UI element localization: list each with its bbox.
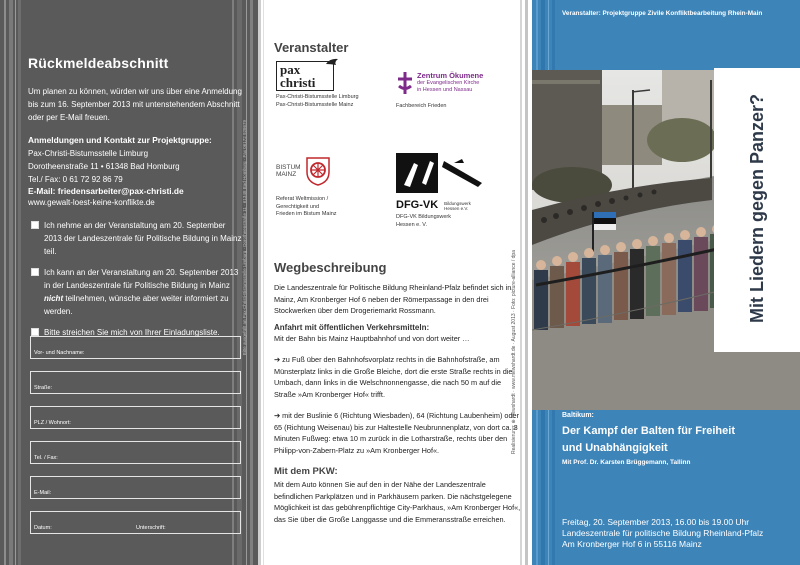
event-region: Baltikum: xyxy=(562,412,594,419)
bistum-text-1: BISTUM xyxy=(276,163,301,171)
street-label: Straße: xyxy=(34,385,53,391)
name-field[interactable] xyxy=(30,336,241,359)
date-signature-field[interactable] xyxy=(30,511,241,534)
attend-label: Ich nehme an der Veranstaltung am 20. September 2013 der Landeszentrale für Politische Bildung in Mainz teil. xyxy=(44,221,242,256)
cover-panel xyxy=(532,0,800,565)
not-attend-label-b: teilnehmen, wünsche aber weiter informiert zu werden. xyxy=(44,294,229,316)
not-attend-label-a: Ich kann an der Veranstaltung am 20. September 2013 in der Landeszentrale für Politische Bildung in Mainz xyxy=(44,268,239,290)
contact-phone: Tel./ Fax: 0 61 72 92 86 79 xyxy=(28,175,123,184)
zok-sub-2: in Hessen und Nassau xyxy=(417,87,473,94)
organizer-logos xyxy=(274,61,524,246)
email-field[interactable] xyxy=(30,476,241,499)
public-transport-text: Mit der Bahn bis Mainz Hauptbahnhof und von dort weiter … xyxy=(274,333,470,343)
pax-caption-2: Pax-Christi-Bistumsstelle Mainz xyxy=(276,101,354,108)
registration-title: Rückmeldeabschnitt xyxy=(28,55,169,71)
street-field[interactable] xyxy=(30,371,241,394)
credits-note: Realisierung: ⊕ mewshardt · www.mewshardt.de · August 2013 · Foto: picture-alliance / dpa xyxy=(511,250,517,455)
attend-checkbox[interactable] xyxy=(31,221,39,229)
car-heading: Mit dem PKW: xyxy=(274,466,338,477)
arrow-right-icon: ➔ xyxy=(274,355,281,364)
bus-directions xyxy=(274,410,524,456)
not-attend-emphasis: nicht xyxy=(44,294,64,303)
checkbox-row-attend[interactable] xyxy=(28,219,243,258)
signature-label: Unterschrift: xyxy=(136,525,166,531)
city-label: PLZ / Wohnort: xyxy=(34,420,71,426)
contact-website[interactable]: www.gewalt-loest-keine-konflikte.de xyxy=(28,198,155,207)
directions-heading: Wegbeschreibung xyxy=(274,260,387,275)
fold-note: Bitte ausgefüllt an Pax-Christi-Bistumsstelle Limburg · Dorotheenstraße 11 · 61348 Bad Homburg · Fax 06172 928679 xyxy=(242,120,247,356)
organizer-line: Veranstalter: Projektgruppe Zivile Konfliktbearbeitung Rhein-Main xyxy=(562,10,763,17)
pax-christi-logo xyxy=(276,61,359,109)
info-panel xyxy=(258,0,532,565)
bistum-mainz-logo xyxy=(276,156,337,219)
event-info xyxy=(562,412,792,466)
directions-intro: Die Landeszentrale für Politische Bildung Rheinland-Pfalz befindet sich in Mainz, Am Kronberger Hof 6 neben der Römerpassage in den drei Stockwerken über dem Drogeriemarkt Rossmann. xyxy=(274,283,512,315)
event-speaker: Mit Prof. Dr. Karsten Brüggemann, Tallinn xyxy=(562,459,691,466)
dfg-caption-1: DFG-VK Bildungswerk xyxy=(396,214,452,220)
dfg-vk-logo xyxy=(396,153,486,229)
arrow-right-icon: ➔ xyxy=(274,411,281,420)
zok-title: Zentrum Ökumene xyxy=(417,70,484,80)
unsubscribe-checkbox[interactable] xyxy=(31,328,39,336)
car-directions-text: Mit dem Auto können Sie auf den in der Nähe der Landeszentrale befindlichen Parkplätzen und in Parkhäusern parken. Die nächstgelegene Möglichkeit ist das gebührenpflichtige City-Parkhaus, »Am Kronberger Hof«, das Sie über die Große Langgasse und die Emmeransstraße erreichen. xyxy=(274,480,521,524)
checkbox-row-notattend[interactable] xyxy=(28,266,243,318)
dfg-caption-2: Hessen e. V. xyxy=(396,221,427,228)
contact-address: Dorotheenstraße 11 • 61348 Bad Homburg xyxy=(28,162,180,171)
contact-email[interactable]: E-Mail: friedensarbeiter@pax-christi.de xyxy=(28,186,184,196)
dfg-sub-2: Hessen e.V. xyxy=(444,206,469,211)
pax-logo-text-1: pax xyxy=(280,62,301,77)
bistum-text-2: MAINZ xyxy=(276,171,297,178)
city-field[interactable] xyxy=(30,406,241,429)
organizers-heading: Veranstalter xyxy=(274,40,349,55)
registration-panel xyxy=(0,0,258,565)
event-title-line-1: Der Kampf der Balten für Freiheit xyxy=(562,425,735,437)
event-title-line-2: und Unabhängigkeit xyxy=(562,442,668,454)
cross-icon xyxy=(396,71,414,95)
event-date: Freitag, 20. September 2013, 16.00 bis 19.00 Uhr xyxy=(562,517,750,527)
walk-directions-text: zu Fuß über den Bahnhofsvorplatz rechts in die Bahnhofstraße, am Münsterplatz links in die Große Bleiche, dort die erste Straße rechts in die Umbach, dann links in die Welschnonnengasse, die nach 50 m auf die Straße »Am Kronberger Hof« trifft. xyxy=(274,355,513,399)
zok-caption: Fachbereich Frieden xyxy=(396,103,447,109)
registration-intro: Um planen zu können, würden wir uns über eine Anmeldung bis zum 16. September 2013 mit untenstehendem Abschnitt oder per E-Mail freuen. xyxy=(28,87,242,122)
contact-org: Pax-Christi-Bistumsstelle Limburg xyxy=(28,149,149,158)
pax-logo-text-2: christi xyxy=(280,75,316,90)
bus-directions-text: mit der Buslinie 6 (Richtung Wiesbaden), 64 (Richtung Laubenheim) oder 65 (Richtung Weisenau) bis zur Haltestelle Neubrunnenplatz, von dort ca. 3 Minuten Fußweg: etwa 10 m zurück in die Lotharstraße, rechts über den Philipp-von-Zabern-Platz zu »Am Kronberger Hof«. xyxy=(274,411,520,455)
broken-rifle-icon xyxy=(396,153,486,193)
bistum-caption-3: Frieden im Bistum Mainz xyxy=(276,211,337,217)
bistum-caption-1: Referat Weltmission / xyxy=(276,196,329,202)
dove-icon xyxy=(325,56,339,70)
phone-field[interactable] xyxy=(30,441,241,464)
event-venue: Landeszentrale für politische Bildung Rheinland-Pfalz xyxy=(562,528,764,538)
dfg-sub-1: Bildungswerk xyxy=(444,201,471,206)
dfg-name: DFG-VK xyxy=(396,199,439,211)
unsubscribe-label: Bitte streichen Sie mich von Ihrer Einladungsliste. xyxy=(44,328,220,337)
bistum-caption-2: Gerechtigkeit und xyxy=(276,203,320,210)
contact-heading: Anmeldungen und Kontakt zur Projektgruppe: xyxy=(28,135,212,145)
event-address: Am Kronberger Hof 6 in 55116 Mainz xyxy=(562,539,702,549)
main-title: Mit Liedern gegen Panzer? xyxy=(747,93,767,323)
public-transport-heading: Anfahrt mit öffentlichen Verkehrsmitteln: xyxy=(274,322,430,332)
walk-directions xyxy=(274,354,524,400)
not-attend-checkbox[interactable] xyxy=(31,268,39,276)
zok-sub-1: der Evangelischen Kirche xyxy=(417,80,480,87)
registration-form xyxy=(30,336,241,546)
date-label: Datum: xyxy=(34,525,52,531)
pax-caption-1: Pax-Christi-Bistumsstelle Limburg xyxy=(276,94,359,100)
event-details xyxy=(562,517,797,550)
name-label: Vor- und Nachname: xyxy=(34,350,85,356)
phone-label: Tel. / Fax: xyxy=(34,455,58,461)
wheel-crest-icon xyxy=(305,156,331,186)
zentrum-oekumene-logo xyxy=(396,71,483,111)
email-label: E-Mail: xyxy=(34,490,52,496)
